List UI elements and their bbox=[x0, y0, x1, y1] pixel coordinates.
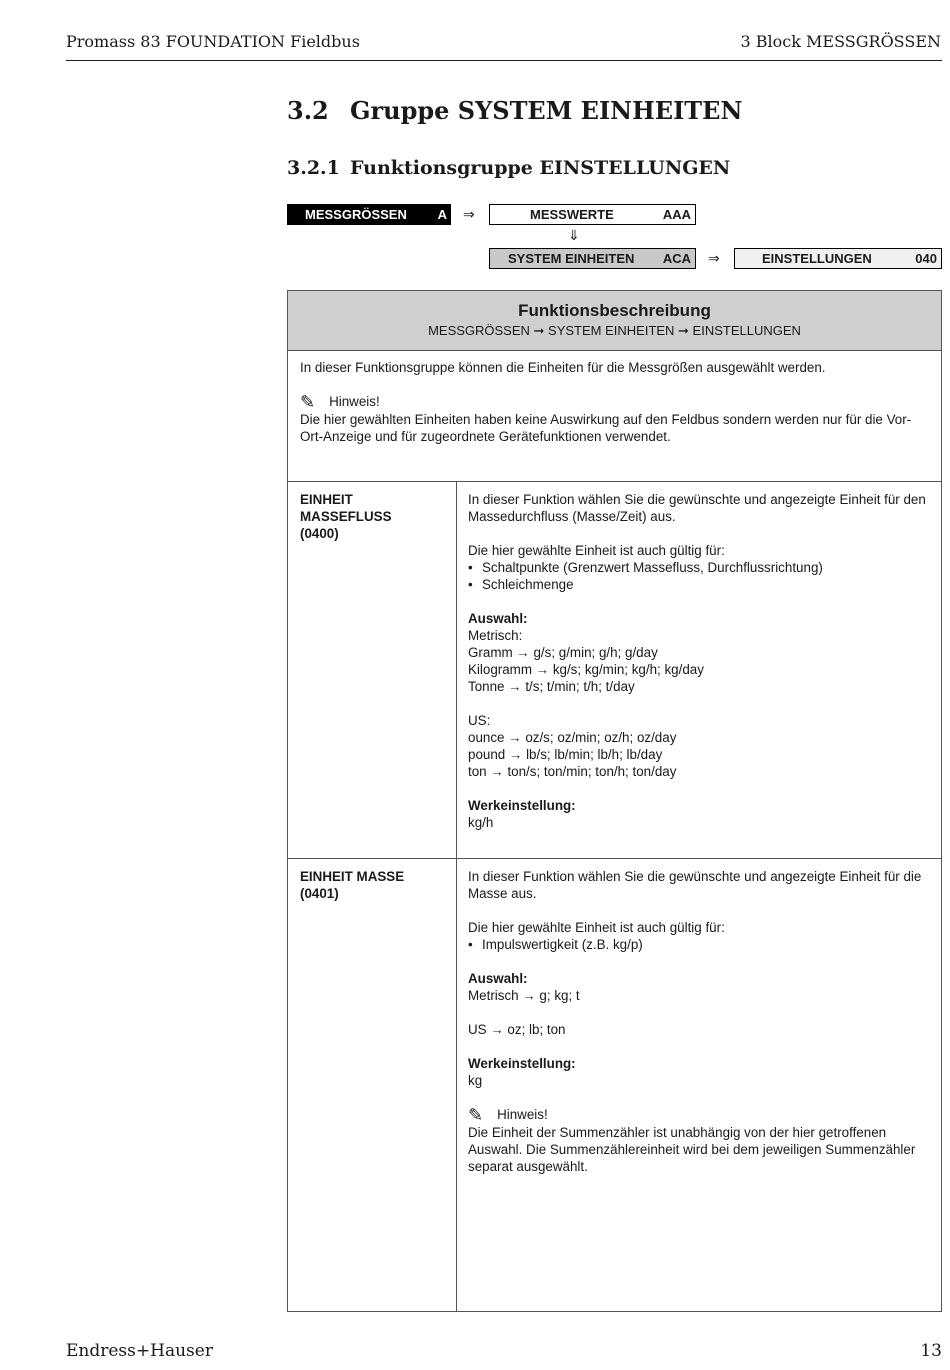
header-document-title: Promass 83 FOUNDATION Fieldbus bbox=[66, 32, 360, 51]
metric-option: Metrisch → g; kg; t bbox=[468, 988, 580, 1003]
pencil-note-icon: ✎ bbox=[468, 1105, 484, 1125]
selection-label: Auswahl: bbox=[468, 611, 528, 626]
function-name-0400 bbox=[300, 491, 450, 542]
function-name-line: EINHEIT MASSE bbox=[300, 869, 405, 884]
nav-group3-code: 040 bbox=[915, 251, 937, 266]
column-separator bbox=[456, 481, 457, 1311]
table-header-path: MESSGRÖSSEN ➞ SYSTEM EINHEITEN ➞ EINSTELLUNGEN bbox=[428, 323, 801, 338]
function-name-0401 bbox=[300, 868, 450, 902]
section-number: 3.2 bbox=[287, 96, 329, 125]
footer-brand: Endress+Hauser bbox=[66, 1341, 213, 1361]
nav-block-box bbox=[287, 204, 451, 225]
row-separator bbox=[288, 858, 941, 859]
section-heading bbox=[287, 96, 742, 125]
intro-note-label: Hinweis! bbox=[329, 394, 380, 409]
nav-group2-label: SYSTEM EINHEITEN bbox=[508, 251, 635, 266]
table-header-title: Funktionsbeschreibung bbox=[518, 301, 711, 320]
subsection-title: Funktionsgruppe EINSTELLUNGEN bbox=[350, 157, 731, 179]
list-item-text: Schleichmenge bbox=[482, 577, 574, 592]
list-item-text: Schaltpunkte (Grenzwert Massefluss, Durchflussrichtung) bbox=[482, 560, 823, 575]
nav-arrow-right-2: ⇒ bbox=[708, 250, 720, 266]
intro-block bbox=[300, 359, 929, 445]
us-option: US → oz; lb; ton bbox=[468, 1022, 566, 1037]
note-label: Hinweis! bbox=[497, 1107, 548, 1122]
nav-group1-label: MESSWERTE bbox=[530, 207, 614, 222]
nav-arrow-right-1: ⇒ bbox=[463, 206, 475, 222]
us-label: US: bbox=[468, 713, 491, 728]
nav-group1-code: AAA bbox=[662, 207, 691, 222]
us-option: ton → ton/s; ton/min; ton/h; ton/day bbox=[468, 764, 677, 779]
nav-block-code: A bbox=[437, 207, 447, 222]
nav-arrow-down: ⇓ bbox=[568, 227, 580, 243]
nav-block-label: MESSGRÖSSEN bbox=[305, 207, 407, 222]
function-table bbox=[287, 290, 942, 1312]
function-name-line: MASSEFLUSS bbox=[300, 509, 392, 524]
default-value: kg/h bbox=[468, 815, 494, 830]
nav-group3-box bbox=[734, 248, 942, 269]
desc-text: In dieser Funktion wählen Sie die gewünschte und angezeigte Einheit für die Masse aus. bbox=[468, 869, 922, 901]
default-label: Werkeinstellung: bbox=[468, 1056, 576, 1071]
nav-group2-code: ACA bbox=[662, 251, 691, 266]
valid-for-text: Die hier gewählte Einheit ist auch gültig für: bbox=[468, 920, 725, 935]
default-label: Werkeinstellung: bbox=[468, 798, 576, 813]
desc-text: In dieser Funktion wählen Sie die gewünschte und angezeigte Einheit für den Massedurchfluss (Masse/Zeit) aus. bbox=[468, 492, 926, 524]
table-header bbox=[288, 291, 941, 351]
us-option: pound → lb/s; lb/min; lb/h; lb/day bbox=[468, 747, 663, 762]
nav-group2-box bbox=[489, 248, 696, 269]
intro-note-text: Die hier gewählten Einheiten haben keine Auswirkung auf den Feldbus sondern werden nur für die Vor-Ort-Anzeige und für zugeordnete Gerätefunktionen verwendet. bbox=[300, 412, 912, 444]
function-desc-0401 bbox=[468, 868, 931, 1175]
default-value: kg bbox=[468, 1073, 483, 1088]
valid-for-text: Die hier gewählte Einheit ist auch gültig für: bbox=[468, 543, 725, 558]
function-code: (0400) bbox=[300, 526, 339, 541]
header-chapter-title: 3 Block MESSGRÖSSEN bbox=[740, 32, 941, 51]
metric-option: Gramm → g/s; g/min; g/h; g/day bbox=[468, 645, 658, 660]
list-item-text: Impulswertigkeit (z.B. kg/p) bbox=[482, 937, 643, 952]
selection-label: Auswahl: bbox=[468, 971, 528, 986]
subsection-number: 3.2.1 bbox=[287, 157, 340, 179]
row-separator bbox=[288, 481, 941, 482]
subsection-heading bbox=[287, 157, 730, 179]
header-rule bbox=[66, 60, 942, 61]
nav-group3-label: EINSTELLUNGEN bbox=[762, 251, 872, 266]
us-option: ounce → oz/s; oz/min; oz/h; oz/day bbox=[468, 730, 677, 745]
list-item: • Schleichmenge bbox=[468, 577, 574, 592]
metric-label: Metrisch: bbox=[468, 628, 523, 643]
nav-group1-box bbox=[489, 204, 696, 225]
list-item: • Impulswertigkeit (z.B. kg/p) bbox=[468, 937, 643, 952]
note-text: Die Einheit der Summenzähler ist unabhängig von der hier getroffenen Auswahl. Die Summenzählereinheit wird bei dem jeweiligen Summenzähler separat ausgewählt. bbox=[468, 1125, 916, 1174]
function-name-line: EINHEIT bbox=[300, 492, 353, 507]
function-desc-0400 bbox=[468, 491, 931, 831]
metric-option: Kilogramm → kg/s; kg/min; kg/h; kg/day bbox=[468, 662, 704, 677]
metric-option: Tonne → t/s; t/min; t/h; t/day bbox=[468, 679, 635, 694]
page-number: 13 bbox=[920, 1341, 942, 1361]
list-item: • Schaltpunkte (Grenzwert Massefluss, Durchflussrichtung) bbox=[468, 560, 823, 575]
section-title: Gruppe SYSTEM EINHEITEN bbox=[350, 96, 743, 125]
pencil-note-icon: ✎ bbox=[300, 392, 316, 412]
intro-text: In dieser Funktionsgruppe können die Einheiten für die Messgrößen ausgewählt werden. bbox=[300, 360, 826, 375]
function-code: (0401) bbox=[300, 886, 339, 901]
